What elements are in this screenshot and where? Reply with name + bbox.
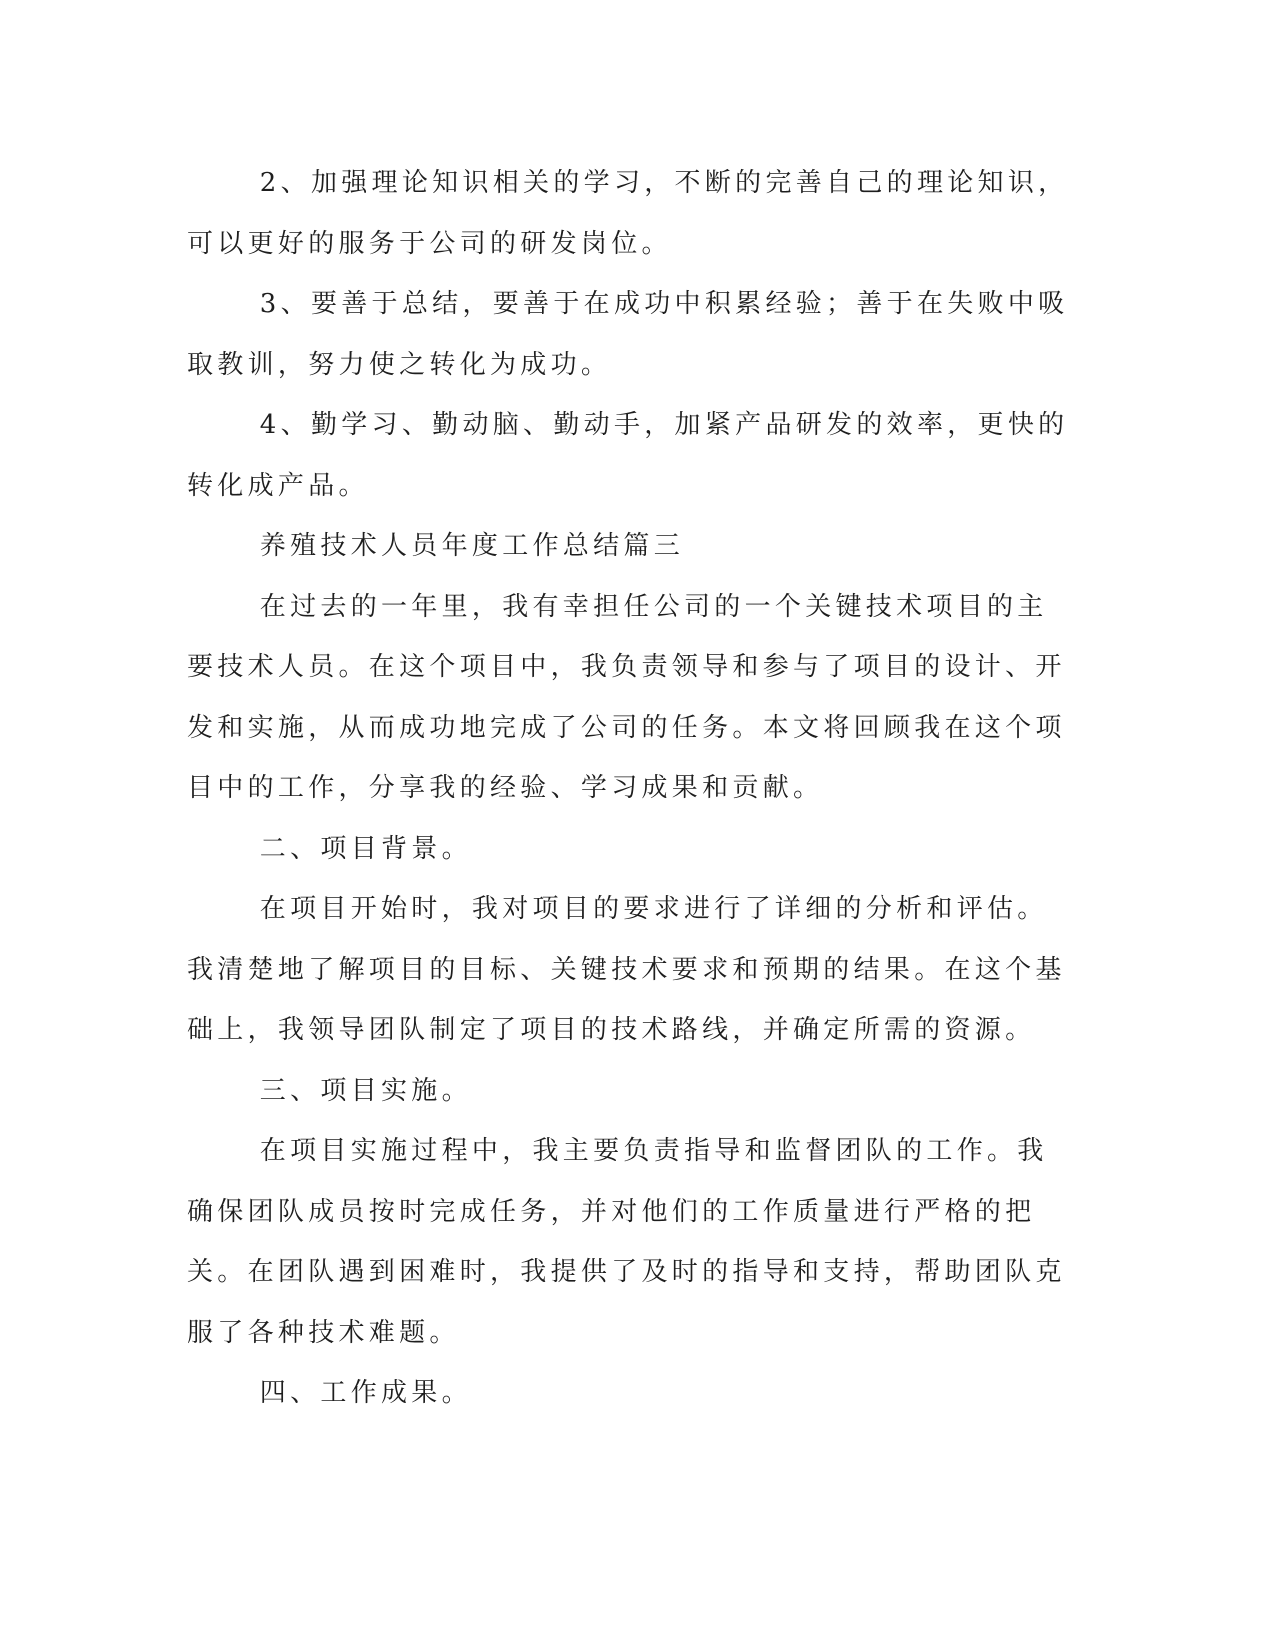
intro-paragraph: 在过去的一年里，我有幸担任公司的一个关键技术项目的主要技术人员。在这个项目中，我负责领导和参与了项目的设计、开发和实施，从而成功地完成了公司的任务。本文将回顾我在这个项目中的工作，分享我的经验、学习成果和贡献。 [187, 591, 1066, 803]
project-background-paragraph: 在项目开始时，我对项目的要求进行了详细的分析和评估。我清楚地了解项目的目标、关键技术要求和预期的结果。在这个基础上，我领导团队制定了项目的技术路线，并确定所需的资源。 [187, 894, 1066, 1045]
heading-project-background: 二、项目背景。 [259, 833, 472, 864]
paragraph-item-3: 3、要善于总结，要善于在成功中积累经验；善于在失败中吸取教训，努力使之转化为成功。 [187, 289, 1069, 380]
paragraph-item-4: 4、勤学习、勤动脑、勤动手，加紧产品研发的效率，更快的转化成产品。 [187, 410, 1069, 501]
paragraph-item-2: 2、加强理论知识相关的学习，不断的完善自己的理论知识，可以更好的服务于公司的研发岗位。 [187, 168, 1069, 259]
heading-project-implementation: 三、项目实施。 [259, 1075, 472, 1106]
document-body [187, 153, 1077, 1424]
section-title: 养殖技术人员年度工作总结篇三 [259, 531, 684, 561]
heading-work-results: 四、工作成果。 [259, 1378, 472, 1408]
project-implementation-paragraph: 在项目实施过程中，我主要负责指导和监督团队的工作。我确保团队成员按时完成任务，并对他们的工作质量进行严格的把关。在团队遇到困难时，我提供了及时的指导和支持，帮助团队克服了各种技术难题。 [187, 1136, 1066, 1348]
